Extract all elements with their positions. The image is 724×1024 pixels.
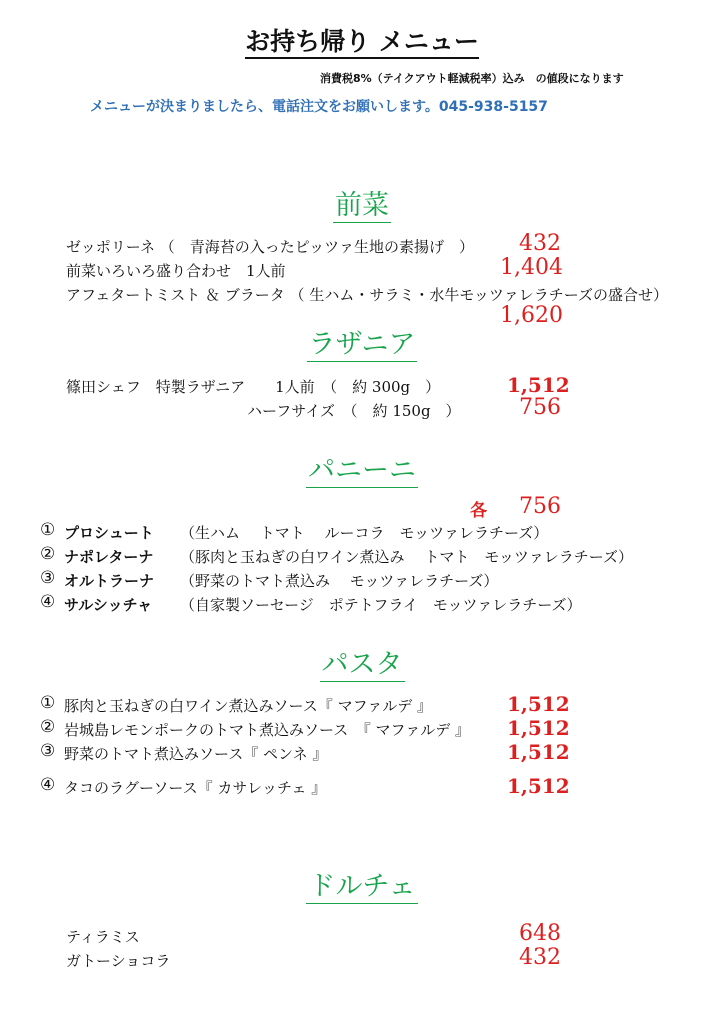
menu-item-name: ゼッポリーネ （ 青海苔の入ったピッツァ生地の素揚げ ） <box>66 238 474 256</box>
item-number: ④ <box>40 775 56 795</box>
menu-item-name: 岩城島レモンポークのトマト煮込みソース 『 マファルデ 』 <box>64 721 470 739</box>
menu-item-name: ガトーショコラ <box>66 952 171 970</box>
tax-note: 消費税8%（テイクアウト軽減税率）込み の値段になります <box>320 72 624 85</box>
menu-item-price: 1,404 <box>500 255 563 280</box>
panini-name: ナポレターナ <box>64 548 154 566</box>
item-number: ③ <box>40 568 56 588</box>
menu-item-name: 前菜いろいろ盛り合わせ 1人前 <box>66 262 286 280</box>
item-number: ① <box>40 693 56 713</box>
menu-item-price: 1,512 <box>507 716 570 740</box>
section-title-antipasto: 前菜 <box>335 190 389 221</box>
menu-item-price: 432 <box>519 945 561 970</box>
menu-item-price: 432 <box>519 231 561 256</box>
panini-desc: （豚肉と玉ねぎの白ワイン煮込み トマト モッツァレラチーズ） <box>180 548 633 566</box>
section-title-lasagna: ラザニア <box>308 329 416 360</box>
menu-item-name: ハーフサイズ （ 約 150g ） <box>247 402 461 420</box>
menu-item-name: アフェタートミスト ＆ ブラータ （ 生ハム・サラミ・水牛モッツァレラチーズの盛合せ） <box>66 286 668 304</box>
menu-item-price: 648 <box>519 921 561 946</box>
each-label: 各 <box>470 501 487 521</box>
menu-item-price: 1,512 <box>507 774 570 798</box>
panini-name: サルシッチャ <box>64 596 153 614</box>
item-number: ③ <box>40 741 56 761</box>
menu-item-name: 野菜のトマト煮込みソース『 ペンネ 』 <box>64 745 328 763</box>
menu-item-price: 756 <box>519 395 561 420</box>
menu-item-price: 1,512 <box>507 740 570 764</box>
page-title: お持ち帰り メニュー <box>0 22 724 58</box>
menu-item-price: 1,512 <box>507 692 570 716</box>
item-number: ④ <box>40 592 56 612</box>
menu-item-price: 1,512 <box>507 373 570 397</box>
panini-desc: （野菜のトマト煮込み モッツァレラチーズ） <box>180 572 499 590</box>
item-number: ② <box>40 717 56 737</box>
section-title-panini: パニーニ <box>308 455 416 486</box>
panini-desc: （自家製ソーセージ ポテトフライ モッツァレラチーズ） <box>180 596 582 614</box>
phone-order-note: メニューが決まりましたら、電話注文をお願いします。045-938-5157 <box>90 99 548 115</box>
menu-item-price: 1,620 <box>500 303 563 328</box>
menu-item-name: タコのラグーソース『 カサレッチェ 』 <box>64 779 327 797</box>
panini-desc: （生ハム トマト ルーコラ モッツァレラチーズ） <box>180 524 549 542</box>
menu-item-name: ティラミス <box>66 928 140 946</box>
item-number: ② <box>40 544 56 564</box>
panini-name: オルトラーナ <box>64 572 155 590</box>
section-title-pasta: パスタ <box>321 649 403 680</box>
menu-item-name: 篠田シェフ 特製ラザニア 1人前 （ 約 300g ） <box>66 378 441 396</box>
menu-item-name: 豚肉と玉ねぎの白ワイン煮込みソース『 マファルデ 』 <box>64 697 433 715</box>
section-title-dolce: ドルチェ <box>308 871 416 902</box>
each-price: 756 <box>519 494 561 519</box>
panini-name: プロシュート <box>64 524 154 542</box>
item-number: ① <box>40 520 56 540</box>
